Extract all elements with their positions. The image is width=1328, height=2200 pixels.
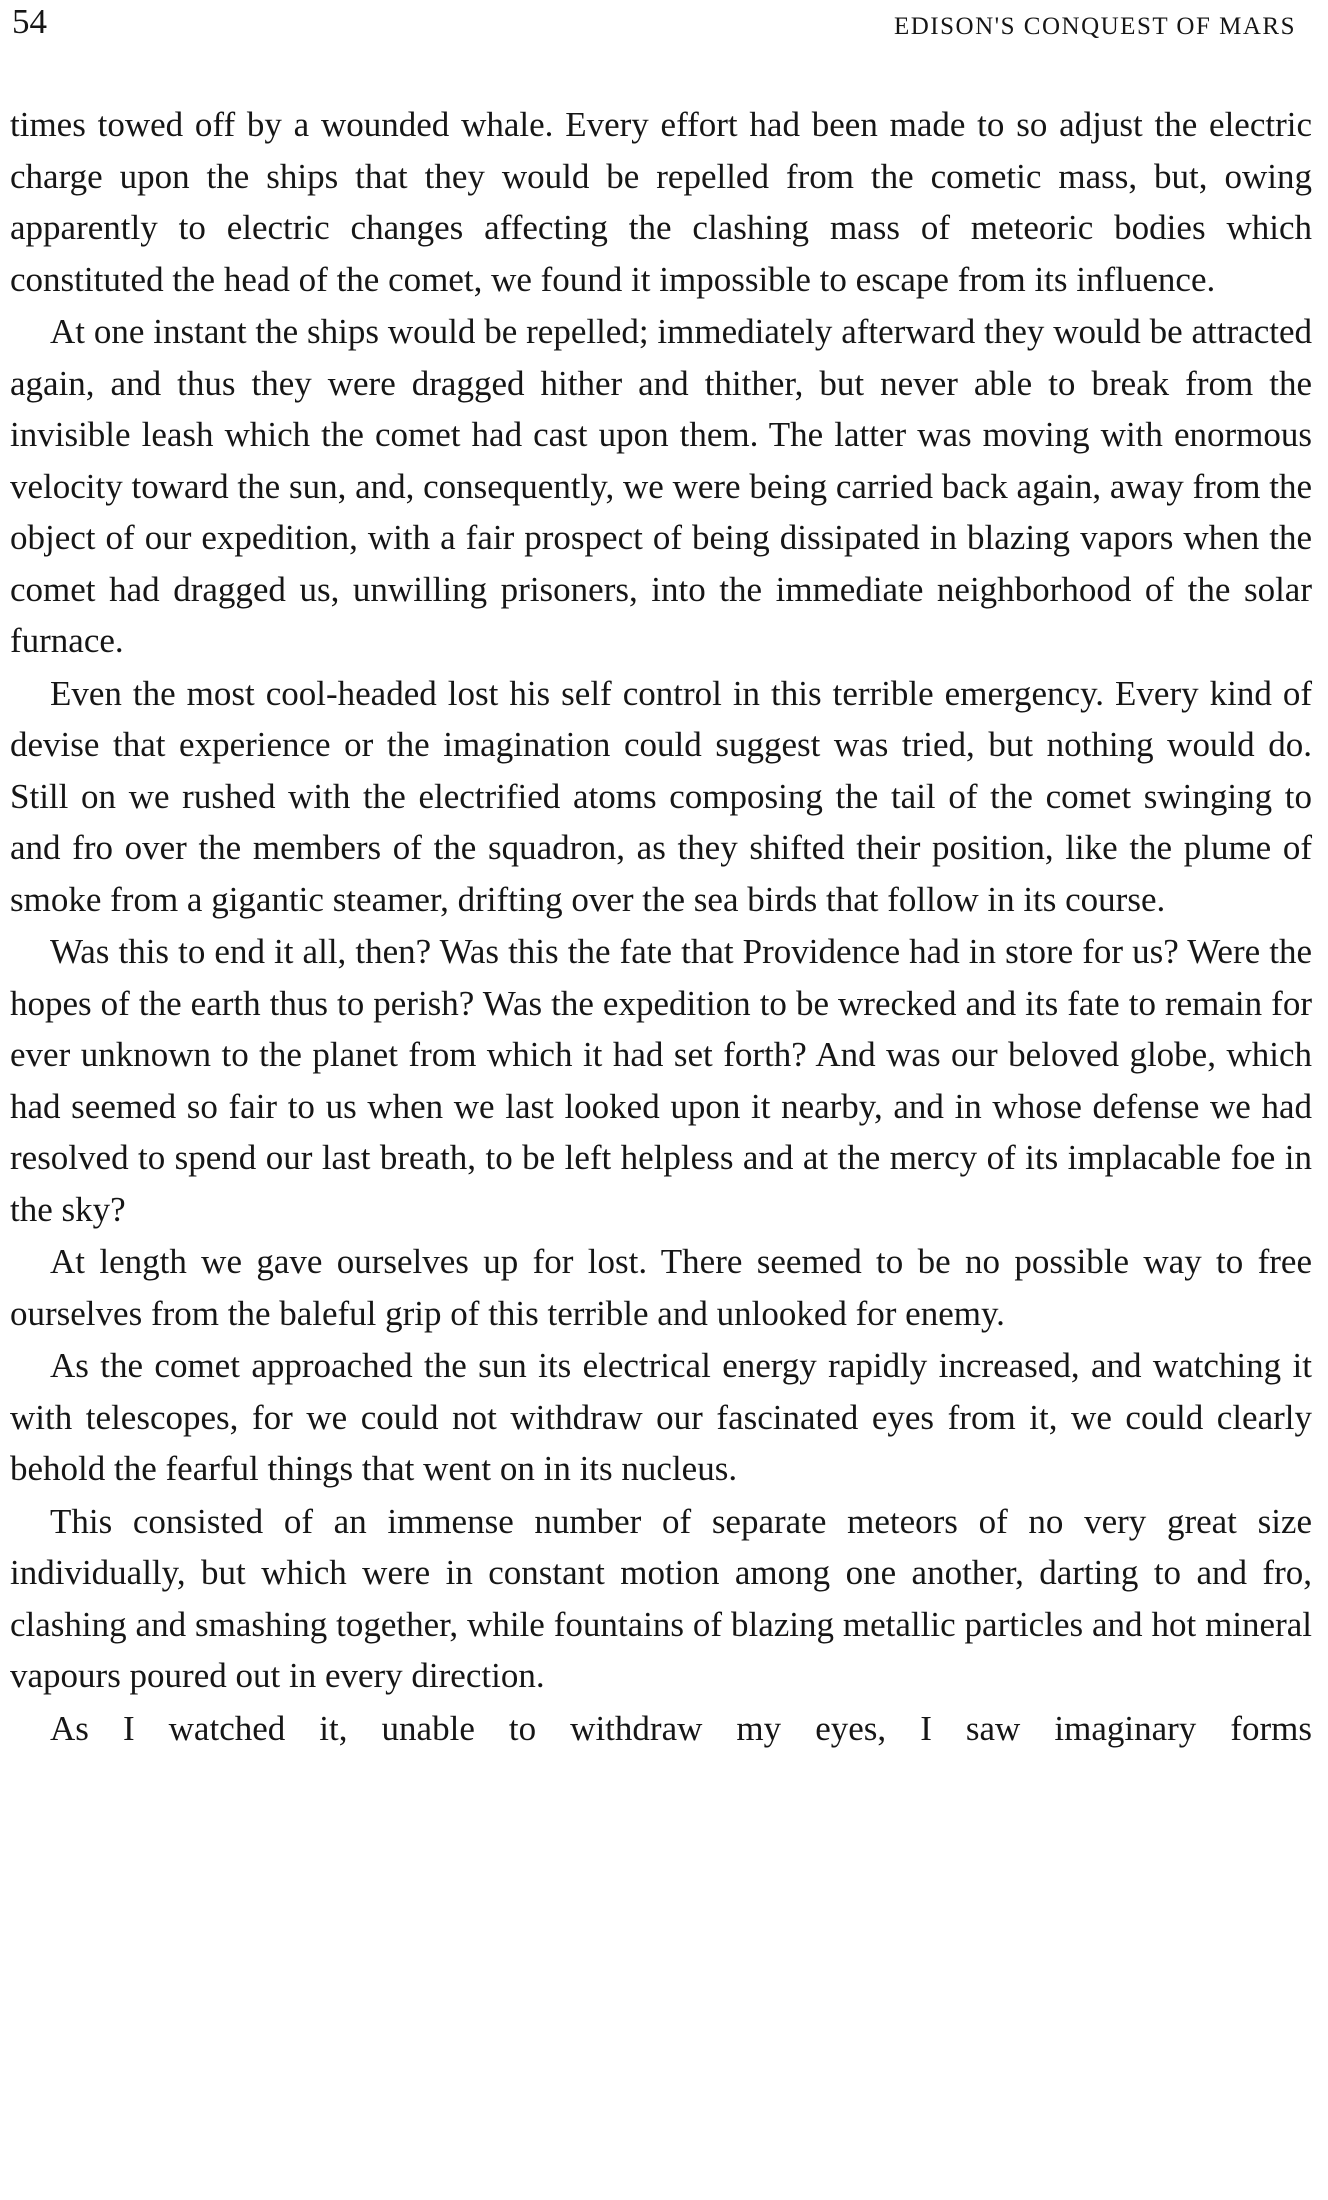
running-head (10, 0, 1312, 84)
paragraph-8: As I watched it, unable to withdraw my eyes, I saw imaginary forms (50, 1708, 1312, 1748)
paragraph-6: As the comet approached the sun its electrical energy rapidly increased, and watching it with telescopes, for we could not withdraw our fascinated eyes from it, we could clearly behold the fearful things that went on in its nucleus. (10, 1346, 1312, 1488)
paragraph-7: This consisted of an immense number of separate meteors of no very great size individually, but which were in constant motion among one another, darting to and fro, clashing and smashing together, while fountains of blazing metallic particles and hot mineral vapours poured out in every direction. (10, 1501, 1312, 1695)
page-number: 54 (12, 2, 47, 41)
paragraph-1: times towed off by a wounded whale. Every effort had been made to so adjust the electric charge upon the ships that they would be repelled from the cometic mass, but, owing apparently to electric changes affecting the clashing mass of meteoric bodies which constituted the head of the comet, we found it impossible to escape from its influence. (10, 105, 1312, 299)
paragraph-3: Even the most cool-headed lost his self control in this terrible emergency. Every kind of devise that experience or the imagination could suggest was tried, but nothing would do. Still on we rushed with the electrified atoms composing the tail of the comet swinging to and fro over the members of the squadron, as they shifted their position, like the plume of smoke from a gigantic steamer, drifting over the sea birds that follow in its course. (10, 673, 1312, 919)
paragraph-5: At length we gave ourselves up for lost. There seemed to be no possible way to free ourselves from the baleful grip of this terrible and unlooked for enemy. (10, 1242, 1312, 1333)
book-page (10, 0, 1312, 2200)
paragraph-2: At one instant the ships would be repelled; immediately afterward they would be attracted again, and thus they were dragged hither and thither, but never able to break from the invisible leash which the comet had cast upon them. The latter was moving with enormous velocity toward the sun, and, consequently, we were being carried back again, away from the object of our expedition, with a fair prospect of being dissipated in blazing vapors when the comet had dragged us, unwilling prisoners, into the immediate neighborhood of the solar furnace. (10, 312, 1312, 660)
running-title: EDISON'S CONQUEST OF MARS (893, 13, 1296, 40)
body-text (10, 99, 1312, 1755)
paragraph-4: Was this to end it all, then? Was this the fate that Providence had in store for us? Were the hopes of the earth thus to perish? Was the expedition to be wrecked and its fate to remain for ever unknown to the planet from which it had set forth? And was our beloved globe, which had seemed so fair to us when we last looked upon it nearby, and in whose defense we had resolved to spend our last breath, to be left helpless and at the mercy of its implacable foe in the sky? (10, 932, 1312, 1229)
